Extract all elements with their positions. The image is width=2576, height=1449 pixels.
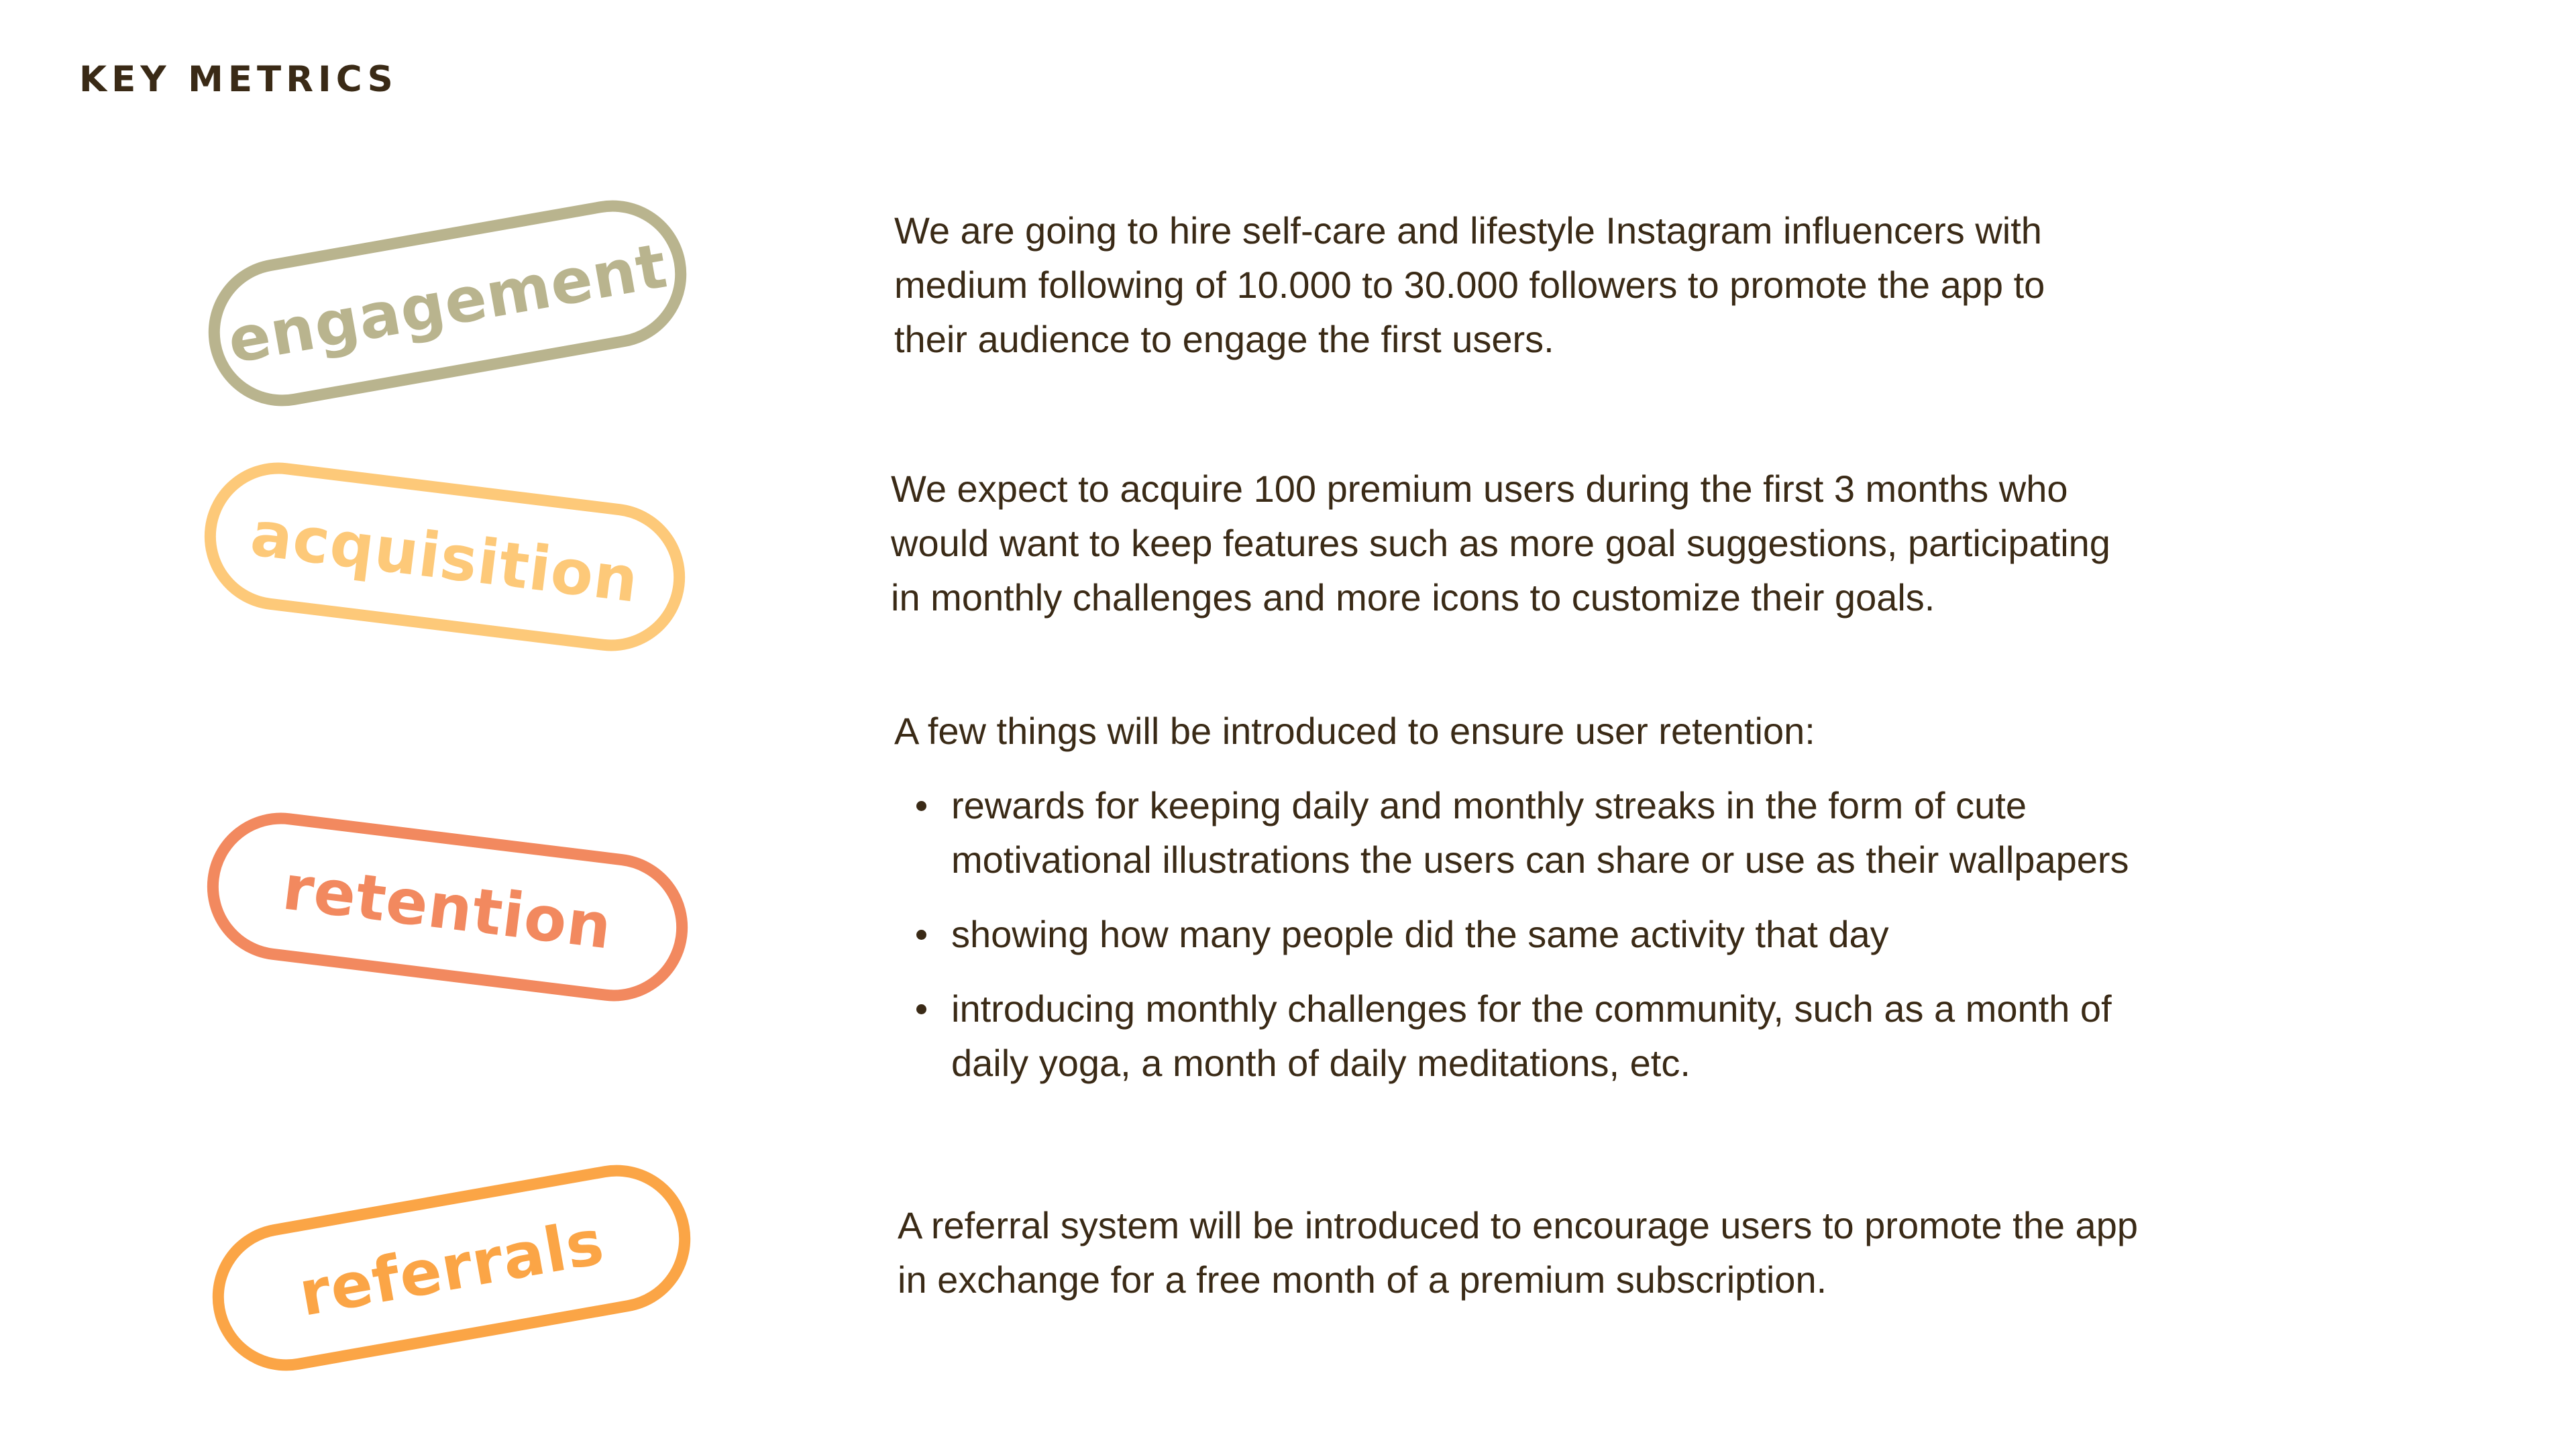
acquisition-description xyxy=(891,462,2110,625)
engagement-line: their audience to engage the first users. xyxy=(894,318,1554,360)
page-title: KEY METRICS xyxy=(79,59,398,100)
engagement-badge-label: engagement xyxy=(222,229,673,378)
retention-description xyxy=(894,704,2129,1110)
retention-bullet-item xyxy=(894,981,2129,1090)
acquisition-line: in monthly challenges and more icons to customize their goals. xyxy=(891,576,1935,619)
retention-intro: A few things will be introduced to ensure user retention: xyxy=(894,710,1815,752)
retention-bullet-line: daily yoga, a month of daily meditations, etc. xyxy=(951,1042,1690,1084)
acquisition-line: would want to keep features such as more goal suggestions, participating xyxy=(891,522,2110,564)
referrals-line: in exchange for a free month of a premium subscription. xyxy=(898,1258,1827,1301)
retention-bullet-item xyxy=(894,907,2129,961)
acquisition-badge-label: acquisition xyxy=(247,497,643,616)
engagement-badge xyxy=(197,189,698,418)
engagement-line: medium following of 10.000 to 30.000 followers to promote the app to xyxy=(894,264,2045,306)
acquisition-line: We expect to acquire 100 premium users during the first 3 months who xyxy=(891,468,2068,510)
engagement-description xyxy=(894,203,2045,366)
retention-bullet-line: motivational illustrations the users can share or use as their wallpapers xyxy=(951,839,2129,881)
retention-badge xyxy=(199,804,696,1010)
retention-bullet-line: showing how many people did the same activity that day xyxy=(951,913,1889,955)
retention-bullet-line: introducing monthly challenges for the community, such as a month of xyxy=(951,987,2112,1030)
referrals-description xyxy=(898,1198,2138,1307)
engagement-line: We are going to hire self-care and lifestyle Instagram influencers with xyxy=(894,209,2042,252)
referrals-badge-label: referrals xyxy=(294,1205,609,1330)
retention-badge-label: retention xyxy=(278,851,616,963)
acquisition-badge xyxy=(196,454,693,659)
referrals-badge xyxy=(201,1153,702,1383)
retention-bullet-line: rewards for keeping daily and monthly streaks in the form of cute xyxy=(951,784,2027,826)
retention-bullet-item xyxy=(894,778,2129,887)
retention-bullet-list xyxy=(894,778,2129,1090)
referrals-line: A referral system will be introduced to encourage users to promote the app xyxy=(898,1204,2138,1246)
